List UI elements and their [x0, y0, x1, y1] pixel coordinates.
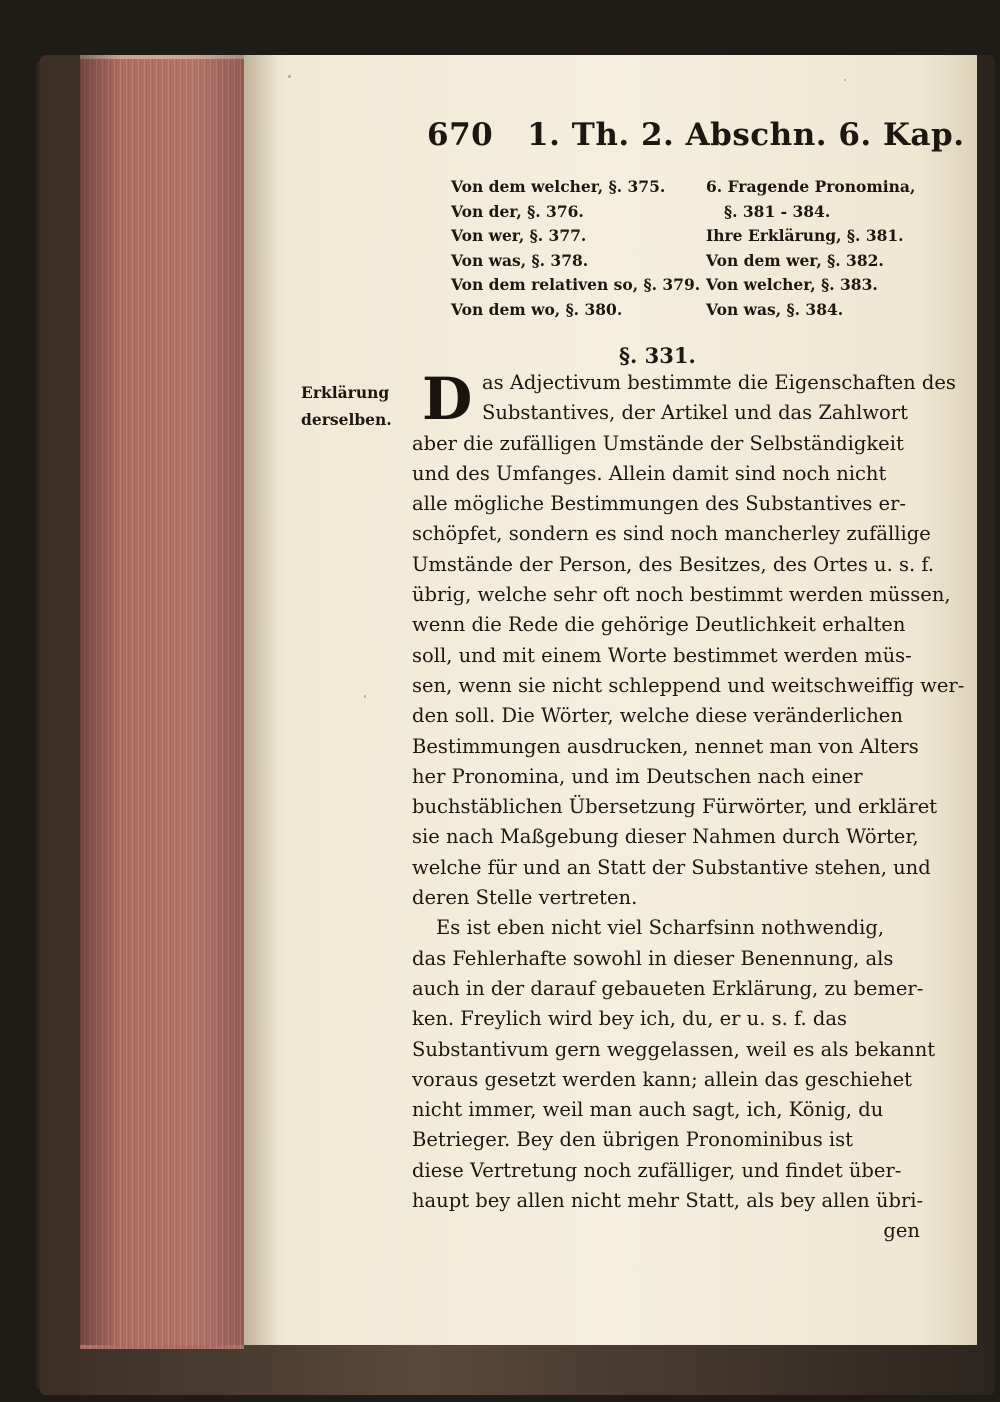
margin-note-line: derselben.	[301, 410, 392, 429]
body-text	[412, 365, 965, 1247]
text-line: das Fehlerhafte sowohl in dieser Benennung, als	[412, 946, 894, 970]
paper-speck	[288, 75, 291, 78]
toc-entry: Von welcher, §. 383.	[706, 275, 878, 295]
toc-entry: Von dem welcher, §. 375.	[451, 177, 666, 196]
text-line: den soll. Die Wörter, welche diese veränderlichen	[412, 704, 903, 728]
text-line: aber die zufälligen Umstände der Selbständigkeit	[412, 431, 904, 455]
drop-cap: D	[422, 365, 473, 433]
text-line: diese Vertretung noch zufälliger, und findet über-	[412, 1158, 902, 1182]
toc-heading: 6. Fragende Pronomina,	[706, 177, 916, 196]
toc-entry: Von der, §. 376.	[451, 201, 584, 221]
margin-note	[301, 379, 392, 433]
text-line: soll, und mit einem Worte bestimmet werden müs-	[412, 643, 912, 667]
text-line: Substantivum gern weggelassen, weil es als bekannt	[412, 1037, 936, 1061]
paper-speck	[844, 79, 846, 81]
text-line: übrig, welche sehr oft noch bestimmt werden müssen,	[412, 583, 951, 607]
text-line: Betrieger. Bey den übrigen Pronominibus ist	[412, 1128, 853, 1152]
text-line: Substantives, der Artikel und das Zahlwort	[482, 401, 908, 425]
running-header	[427, 117, 965, 163]
running-title: 1. Th. 2. Abschn. 6. Kap.	[527, 117, 965, 153]
text-line: wenn die Rede die gehörige Deutlichkeit erhalten	[412, 613, 906, 637]
text-line: und des Umfanges. Allein damit sind noch nicht	[412, 461, 887, 485]
toc-entry: Von dem wer, §. 382.	[706, 250, 884, 270]
text-line: alle mögliche Bestimmungen des Substantives er-	[412, 492, 907, 516]
margin-note-line: Erklärung	[301, 383, 390, 402]
gutter-shadow	[244, 55, 278, 1345]
page-edges-shading	[80, 55, 244, 1345]
text-line: Es ist eben nicht viel Scharfsinn nothwendig,	[436, 916, 885, 940]
text-line: her Pronomina, und im Deutschen nach einer	[412, 764, 863, 788]
text-line: Umstände der Person, des Besitzes, des Ortes u. s. f.	[412, 552, 935, 576]
text-line: nicht immer, weil man auch sagt, ich, König, du	[412, 1098, 884, 1122]
text-line: welche für und an Statt der Substantive stehen, und	[412, 855, 931, 879]
paper-speck	[364, 695, 366, 698]
toc-entry: Von was, §. 384.	[706, 299, 844, 319]
section-heading: §. 331.	[619, 343, 696, 368]
text-line: ken. Freylich wird bey ich, du, er u. s. f. das	[412, 1007, 848, 1031]
text-line: sie nach Maßgebung dieser Nahmen durch Wörter,	[412, 825, 919, 849]
toc-right-column	[706, 175, 946, 323]
text-line: haupt bey allen nicht mehr Statt, als bey allen übri-	[412, 1189, 924, 1213]
text-line: Bestimmungen ausdrucken, nennet man von Alters	[412, 734, 919, 758]
text-line: deren Stelle vertreten.	[412, 886, 638, 910]
toc-left-column	[451, 175, 701, 323]
text-line: voraus gesetzt werden kann; allein das geschiehet	[412, 1067, 913, 1091]
toc-entry: Von dem relativen so, §. 379.	[451, 275, 701, 295]
toc-entry: Von dem wo, §. 380.	[451, 299, 623, 319]
catchword: gen	[883, 1219, 920, 1243]
text-line: buchstäblichen Übersetzung Fürwörter, und erkläret	[412, 795, 938, 819]
text-line: schöpfet, sondern es sind noch mancherley zufällige	[412, 522, 931, 546]
text-line-content: as Adjectivum bestimmte die Eigenschaften des	[482, 371, 956, 394]
toc-entry: §. 381 - 384.	[724, 201, 831, 221]
text-line: auch in der darauf gebaueten Erklärung, zu bemer-	[412, 976, 924, 1000]
toc-entry: Ihre Erklärung, §. 381.	[706, 226, 904, 246]
toc-entry: Von wer, §. 377.	[451, 226, 587, 246]
book-page	[244, 55, 977, 1345]
text-line: sen, wenn sie nicht schleppend und weitschweiffig wer-	[412, 673, 965, 697]
toc-entry: Von was, §. 378.	[451, 250, 589, 270]
page-number: 670	[427, 117, 494, 153]
